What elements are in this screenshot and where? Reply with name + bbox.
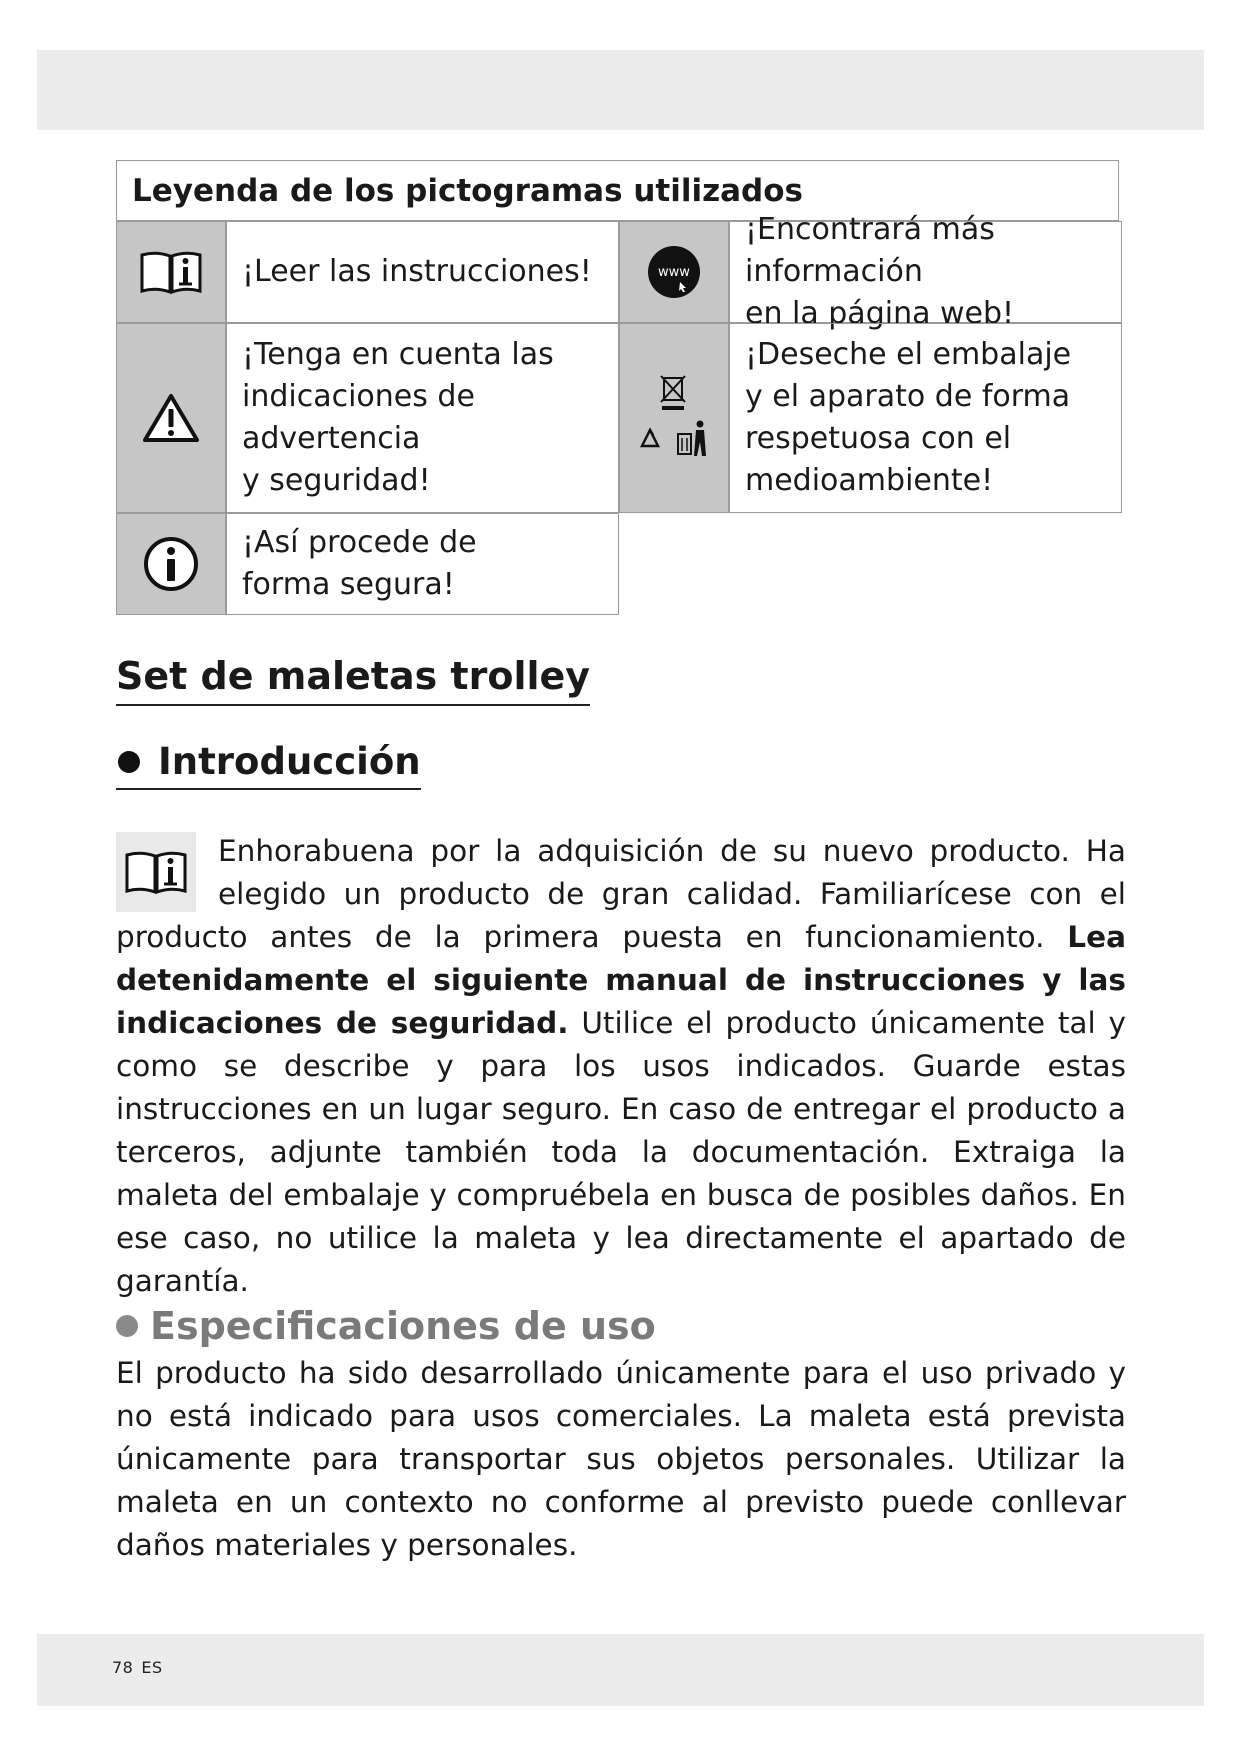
spec-heading — [116, 1302, 656, 1350]
book-info-icon — [139, 247, 203, 297]
page-number: 78 — [112, 1658, 134, 1677]
book-info-icon — [116, 832, 196, 912]
intro-heading-text: Introducción — [158, 740, 421, 783]
page-title: Set de maletas trolley — [116, 652, 590, 706]
header-band — [37, 50, 1204, 130]
info-icon-cell — [116, 513, 226, 615]
book-info-icon-cell — [116, 221, 226, 323]
spec-heading-text: Especificaciones de uso — [150, 1304, 656, 1348]
intro-text-1: Enhorabuena por la adquisición de su nuevo producto. Ha elegido un producto de gran calidad. Familiarícese con el producto antes de la primera puesta en funcionamiento. — [116, 834, 1126, 954]
legend-warning-safety: ¡Tenga en cuenta las indicaciones de advertencia y seguridad! — [226, 323, 619, 513]
intro-text-2: Utilice el producto únicamente tal y como se describe y para los usos indicados. Guarde estas instrucciones en un lugar seguro. En caso de entregar el producto a terceros, adjunte también toda la documentación. Extraiga la maleta del embalaje y compruébela en busca de posibles daños. En ese caso, no utilice la maleta y lea directamente el apartado de garantía. — [116, 1006, 1126, 1298]
bullet-icon — [116, 1315, 138, 1337]
warning-icon-cell — [116, 323, 226, 513]
legend-read-instructions: ¡Leer las instrucciones! — [226, 221, 619, 323]
www-icon-cell — [619, 221, 729, 323]
intro-heading — [116, 738, 421, 790]
footer-band — [37, 1634, 1204, 1706]
intro-text-bold: Lea detenidamente el siguiente manual de instrucciones y las indicaciones de seguridad. — [116, 920, 1126, 1040]
svg-text:www: www — [658, 265, 690, 280]
page-footer — [112, 1658, 163, 1677]
spec-paragraph: El producto ha sido desarrollado únicamente para el uso privado y no está indicado para usos comerciales. La maleta está prevista únicamente para transportar sus objetos personales. Utilizar la maleta en un contexto no conforme al previsto puede conllevar daños materiales y personales. — [116, 1356, 1126, 1562]
legend-dispose-eco: ¡Deseche el embalaje y el aparato de forma respetuosa con el medioambiente! — [729, 323, 1122, 513]
warning-triangle-icon — [142, 392, 200, 444]
intro-paragraph — [116, 830, 1126, 1303]
legend-safe-procedure: ¡Así procede de forma segura! — [226, 513, 619, 615]
legend-title: Leyenda de los pictogramas utilizados — [116, 160, 1119, 221]
legend-website-info: ¡Encontrará más información en la página web! — [729, 221, 1122, 323]
disposal-icon-cell — [619, 323, 729, 513]
recycling-disposal-icon — [634, 368, 714, 468]
www-icon — [646, 244, 702, 300]
language-code: ES — [141, 1658, 163, 1677]
bullet-icon — [118, 751, 140, 773]
info-circle-icon — [142, 535, 200, 593]
